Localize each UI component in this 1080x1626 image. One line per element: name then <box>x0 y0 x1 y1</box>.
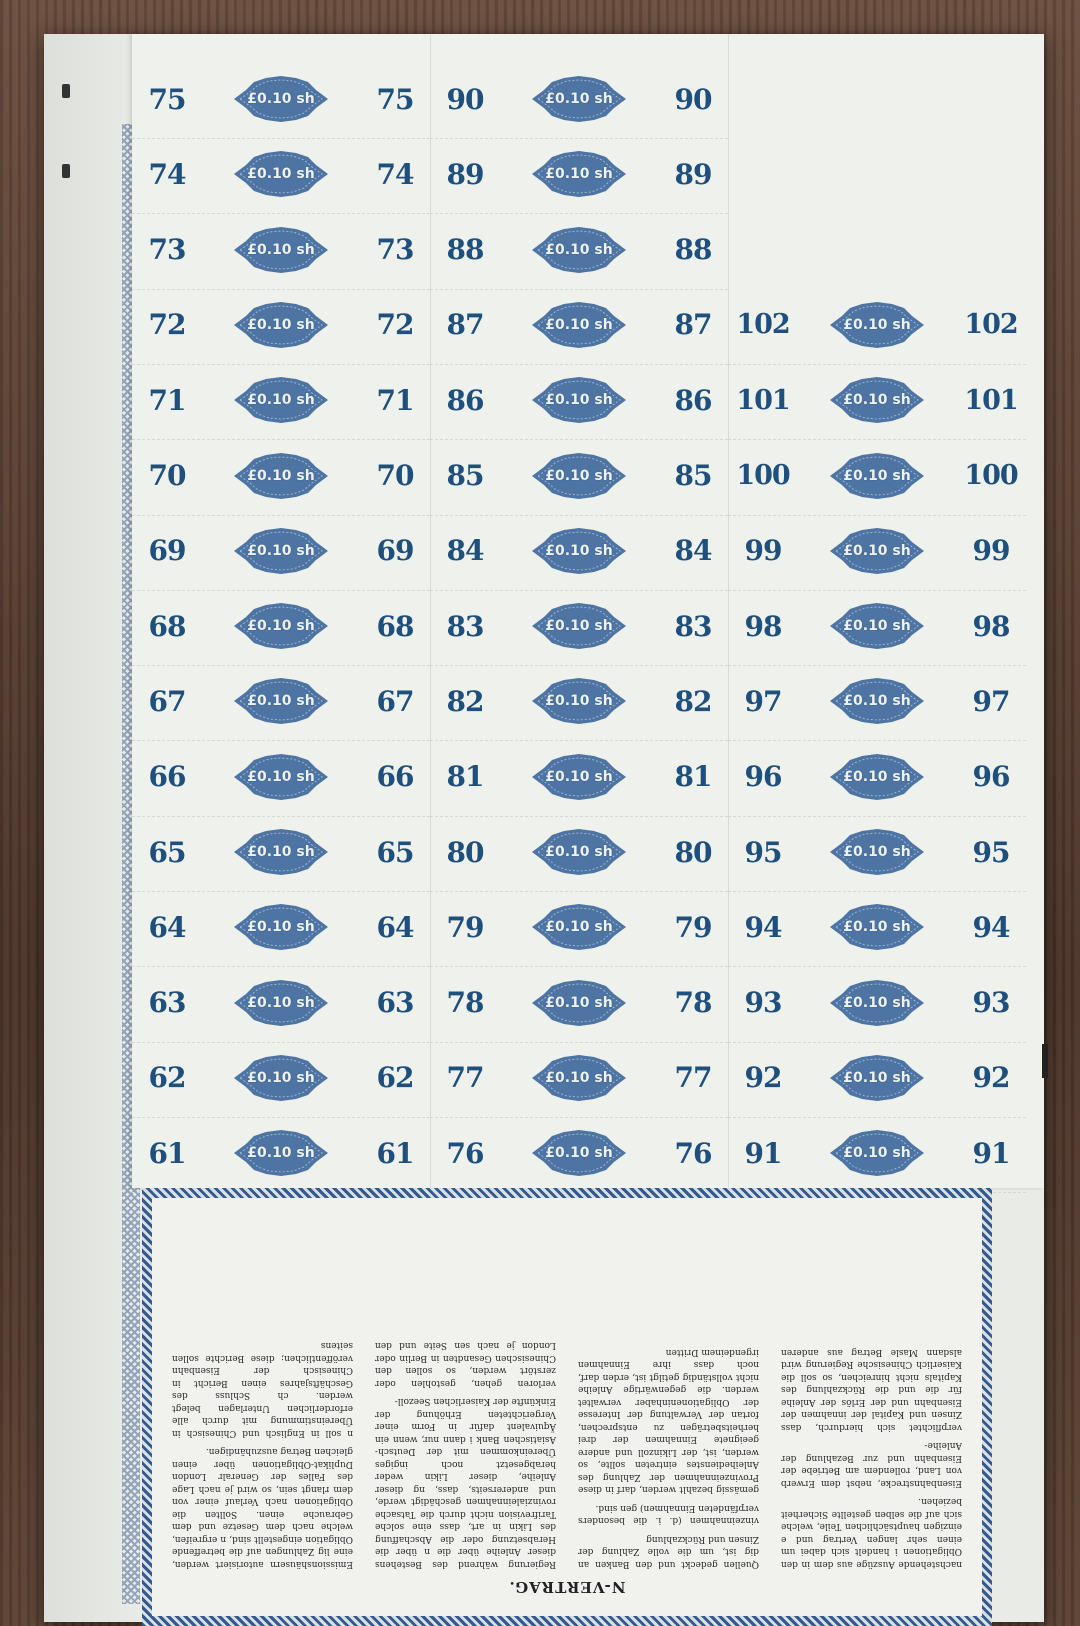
coupon-value-badge <box>228 829 334 875</box>
coupon-row <box>430 1039 728 1118</box>
coupon-number-left: 70 <box>148 459 186 492</box>
coupon-value-label: £0.10 sh <box>247 768 315 785</box>
coupon-row <box>728 738 1026 817</box>
coupon-row <box>728 437 1026 516</box>
coupon-value-badge <box>526 829 632 875</box>
coupon-value-label: £0.10 sh <box>545 768 613 785</box>
coupon-number-right: 92 <box>972 1061 1010 1095</box>
coupon-value-label: £0.10 sh <box>843 994 911 1011</box>
coupon-number-left: 67 <box>148 684 186 718</box>
coupon-number-right: 80 <box>674 835 712 869</box>
coupon-value-label: £0.10 sh <box>545 1069 613 1086</box>
coupon-row <box>132 662 430 741</box>
coupon-value-label: £0.10 sh <box>545 1145 613 1162</box>
coupon-row <box>728 1039 1026 1118</box>
coupon-number-left: 99 <box>744 534 782 568</box>
coupon-value-badge <box>228 377 334 423</box>
coupon-value-badge <box>526 1055 632 1101</box>
coupon-value-label: £0.10 sh <box>247 392 315 409</box>
coupon-row <box>430 662 728 741</box>
coupon-value-badge <box>824 603 930 649</box>
coupon-number-left: 71 <box>148 383 186 417</box>
coupon-value-label: £0.10 sh <box>843 919 911 936</box>
coupon-number-left: 66 <box>148 760 186 794</box>
coupon-value-label: £0.10 sh <box>843 392 911 409</box>
coupon-number-left: 96 <box>744 760 782 794</box>
coupon-value-badge <box>824 528 930 574</box>
coupon-value-label: £0.10 sh <box>545 166 613 183</box>
coupon-number-right: 83 <box>674 609 712 643</box>
coupon-value-badge <box>526 754 632 800</box>
coupon-value-badge <box>526 1130 632 1176</box>
coupon-row <box>132 361 430 440</box>
contract-paragraph: verpflichtet sich hierdurch, dass Zinsen und Kapital der innahmen der Eisenbahn und der Erlös der Anleihe für die und die Rückzahlung des Kapitals nicht hinreichen, so soll die Kaiserlich Chinesische Regierung wird alsdann Masle Betrag aus anderen Quellen gedeckt und den Banken an dig ist, um die volle Zahlung der Zinsen und Rückzahlung <box>578 1347 962 1569</box>
coupon-number-left: 93 <box>744 986 782 1020</box>
coupon-column-1 <box>132 34 431 1188</box>
coupon-value-badge <box>824 904 930 950</box>
coupon-row <box>728 662 1026 741</box>
coupon-value-badge <box>228 1055 334 1101</box>
coupon-value-badge <box>228 980 334 1026</box>
coupon-value-label: £0.10 sh <box>545 316 613 333</box>
upside-down-text-block <box>172 1212 962 1602</box>
coupon-value-label: £0.10 sh <box>545 392 613 409</box>
coupon-value-badge <box>824 1130 930 1176</box>
coupon-number-right: 100 <box>964 460 1018 491</box>
coupon-value-label: £0.10 sh <box>247 844 315 860</box>
coupon-value-label: £0.10 sh <box>545 467 613 484</box>
contract-paragraph: Regierung während des Bestehens dieser Anleihe über die n über die Herabsetzung oder die Abschaffung des Likin in art, dass eine solche Tarifrevision nicht durch die Tatsache rovinzialeinnahmen geschädigt werde, und andererseits, dass, ng dieser Anleihe, dieser Likin weder herabgesetzt noch ingiges Übereinkommen mit der Deutsch-Asiatischen Bank i dann nur, wenn ein Äquivalent dafür in Form einer Vergerichteten Erhöhung der Einkünfte der Kaiserlichen Seezoll- <box>375 1396 556 1569</box>
coupon-value-label: £0.10 sh <box>545 241 613 258</box>
coupon-value-badge <box>526 603 632 649</box>
coupon-number-left: 92 <box>744 1061 782 1095</box>
coupon-number-right: 71 <box>376 383 414 417</box>
coupon-number-right: 73 <box>376 233 414 267</box>
coupon-number-right: 79 <box>674 910 712 944</box>
coupon-column-3 <box>728 34 1026 1188</box>
coupon-number-right: 82 <box>674 684 712 718</box>
coupon-value-badge <box>824 302 930 348</box>
coupon-number-left: 88 <box>446 233 484 267</box>
coupon-value-label: £0.10 sh <box>843 693 911 710</box>
contract-intro: nachstehende Auszüge aus dem in den Obligationen i handelt sich dabei um einen sehr langen Vertrag und e einzigen hauptsächlichen Teile, welche sich auf die selben gestellte Sicherheit beziehen. <box>781 1496 962 1569</box>
coupon-value-label: £0.10 sh <box>247 316 315 333</box>
coupon-row <box>132 813 430 892</box>
coupon-number-left: 102 <box>736 309 790 341</box>
coupon-number-right: 63 <box>376 986 414 1020</box>
coupon-value-label: £0.10 sh <box>247 919 315 936</box>
coupon-number-right: 99 <box>972 534 1010 568</box>
coupon-number-right: 67 <box>376 684 414 718</box>
coupon-number-right: 65 <box>376 835 414 869</box>
coupon-value-badge <box>228 1130 334 1176</box>
coupon-value-badge <box>228 678 334 724</box>
coupon-number-right: 85 <box>674 459 712 492</box>
coupon-number-right: 102 <box>964 309 1018 341</box>
coupon-value-badge <box>824 980 930 1026</box>
coupon-row <box>430 512 728 591</box>
bond-sheet <box>44 34 1044 1622</box>
coupon-number-left: 86 <box>446 383 484 417</box>
coupon-value-badge <box>228 227 334 273</box>
coupon-row <box>430 888 728 967</box>
coupon-row <box>430 813 728 892</box>
coupon-column-2 <box>430 34 729 1188</box>
binding-hole <box>62 164 70 178</box>
coupon-number-left: 77 <box>446 1061 484 1095</box>
coupon-row <box>728 587 1026 666</box>
coupon-value-badge <box>824 678 930 724</box>
coupon-number-right: 94 <box>972 910 1010 944</box>
coupon-number-left: 69 <box>148 534 186 568</box>
coupon-row <box>430 286 728 365</box>
coupon-row <box>132 888 430 967</box>
coupon-number-left: 100 <box>736 460 790 491</box>
coupon-number-left: 76 <box>446 1136 484 1170</box>
coupon-row <box>430 135 728 214</box>
coupon-number-right: 89 <box>674 157 712 191</box>
coupon-value-label: £0.10 sh <box>843 844 911 860</box>
contract-paragraphs <box>172 1339 962 1570</box>
coupon-number-right: 101 <box>964 384 1018 416</box>
coupon-number-right: 66 <box>376 760 414 794</box>
coupon-value-label: £0.10 sh <box>843 618 911 635</box>
coupon-row <box>132 60 430 139</box>
coupon-value-label: £0.10 sh <box>247 1069 315 1086</box>
binding-hole <box>62 84 70 98</box>
coupon-row <box>132 738 430 817</box>
coupon-number-left: 85 <box>446 459 484 492</box>
coupon-number-right: 62 <box>376 1061 414 1095</box>
coupon-number-left: 90 <box>446 82 484 116</box>
coupon-number-left: 83 <box>446 609 484 643</box>
coupon-value-badge <box>526 980 632 1026</box>
coupon-value-badge <box>526 76 632 122</box>
coupon-number-left: 78 <box>446 986 484 1020</box>
coupon-number-right: 64 <box>376 910 414 944</box>
coupon-row <box>430 437 728 516</box>
coupon-row <box>430 60 728 139</box>
coupon-value-badge <box>228 453 334 499</box>
coupon-value-label: £0.10 sh <box>247 166 315 183</box>
coupon-value-label: £0.10 sh <box>843 467 911 484</box>
coupon-value-badge <box>526 904 632 950</box>
coupon-value-label: £0.10 sh <box>843 542 911 559</box>
coupon-row <box>132 512 430 591</box>
coupon-number-left: 73 <box>148 233 186 267</box>
coupon-value-badge <box>228 603 334 649</box>
contract-paragraph: gemässig bezahlt werden, darf in diese Provinzeinnahmen der Zahlung des Anleihedienstes eintreten sollte, so werden, ist, der Likinzoll und andere geeignete Einnahmen der drei herheitsbeträgen zu entsprechen, fortan der Verwaltung der Interesse der Obligationeninhaber verwaltet werden. die gegenwärtige Anleihe nicht vollständig getilgt ist, erden darf, noch dass ihre Einnahmen irgendeinem Dritten <box>578 1347 759 1495</box>
coupon-number-right: 95 <box>972 835 1010 869</box>
coupon-number-left: 63 <box>148 986 186 1020</box>
coupon-number-left: 87 <box>446 308 484 342</box>
coupon-value-badge <box>526 151 632 197</box>
coupon-value-badge <box>824 377 930 423</box>
coupon-row <box>132 964 430 1043</box>
coupon-number-right: 88 <box>674 233 712 267</box>
coupon-row <box>430 964 728 1043</box>
coupon-number-right: 87 <box>674 308 712 342</box>
coupon-value-label: £0.10 sh <box>545 618 613 635</box>
contract-heading: N-VERTRAG. <box>508 1578 626 1596</box>
coupon-value-badge <box>228 151 334 197</box>
coupon-row <box>728 813 1026 892</box>
coupon-row <box>132 211 430 290</box>
coupon-number-right: 84 <box>674 534 712 568</box>
coupon-number-left: 101 <box>736 384 790 416</box>
coupon-number-left: 98 <box>744 609 782 643</box>
coupon-value-badge <box>526 528 632 574</box>
coupon-sheet <box>132 34 1044 1188</box>
coupon-value-label: £0.10 sh <box>247 91 315 107</box>
coupon-value-label: £0.10 sh <box>247 1145 315 1162</box>
coupon-number-right: 91 <box>972 1136 1010 1170</box>
coupon-number-left: 74 <box>148 157 186 191</box>
coupon-number-left: 61 <box>148 1136 186 1170</box>
coupon-row <box>132 437 430 516</box>
coupon-value-badge <box>526 453 632 499</box>
coupon-row <box>728 888 1026 967</box>
coupon-value-badge <box>526 377 632 423</box>
coupon-row <box>430 211 728 290</box>
coupon-value-badge <box>228 528 334 574</box>
coupon-number-right: 97 <box>972 684 1010 718</box>
coupon-value-label: £0.10 sh <box>545 542 613 559</box>
coupon-row <box>132 1114 430 1193</box>
edge-tab-mark <box>1042 1044 1048 1078</box>
coupon-number-left: 97 <box>744 684 782 718</box>
coupon-row <box>728 1114 1026 1193</box>
coupon-value-badge <box>228 904 334 950</box>
coupon-row <box>132 1039 430 1118</box>
coupon-value-label: £0.10 sh <box>545 91 613 107</box>
contract-paragraph: Eisenbahnstrecke, nebst dem Erwerb von Land, rollendem am Betriebe der Eisenbahn und zur Bezahlung der Anleihe- <box>781 1440 962 1488</box>
coupon-number-left: 79 <box>446 910 484 944</box>
coupon-value-badge <box>824 1055 930 1101</box>
coupon-number-right: 70 <box>376 459 414 492</box>
coupon-number-left: 62 <box>148 1061 186 1095</box>
coupon-number-right: 75 <box>376 82 414 116</box>
coupon-value-label: £0.10 sh <box>247 467 315 484</box>
coupon-row <box>430 1114 728 1193</box>
coupon-value-label: £0.10 sh <box>247 618 315 635</box>
coupon-row <box>430 361 728 440</box>
coupon-row <box>132 587 430 666</box>
coupon-value-badge <box>228 302 334 348</box>
coupon-number-right: 81 <box>674 760 712 794</box>
coupon-number-left: 95 <box>744 835 782 869</box>
coupon-value-label: £0.10 sh <box>247 994 315 1011</box>
coupon-value-badge <box>526 678 632 724</box>
coupon-value-badge <box>824 829 930 875</box>
coupon-number-right: 77 <box>674 1061 712 1095</box>
coupon-value-badge <box>228 76 334 122</box>
coupon-number-right: 98 <box>972 609 1010 643</box>
coupon-number-left: 94 <box>744 910 782 944</box>
coupon-number-right: 76 <box>674 1136 712 1170</box>
coupon-row <box>728 286 1026 365</box>
coupon-value-label: £0.10 sh <box>247 693 315 710</box>
coupon-value-label: £0.10 sh <box>843 1145 911 1162</box>
coupon-number-left: 80 <box>446 835 484 869</box>
coupon-row <box>430 738 728 817</box>
coupon-value-label: £0.10 sh <box>247 241 315 258</box>
coupon-number-left: 75 <box>148 82 186 116</box>
coupon-number-left: 68 <box>148 609 186 643</box>
coupon-value-badge <box>824 754 930 800</box>
coupon-number-right: 96 <box>972 760 1010 794</box>
coupon-number-right: 78 <box>674 986 712 1020</box>
coupon-value-label: £0.10 sh <box>843 316 911 333</box>
coupon-number-left: 65 <box>148 835 186 869</box>
coupon-value-badge <box>824 453 930 499</box>
coupon-value-label: £0.10 sh <box>545 693 613 710</box>
contract-paragraph: n soll in Englisch und Chinesisch in Übereinstimmung mit durch alle erforderlichen Unterlagen belegt werden. ch Schluss des Geschäftsjahres einen Bericht in Chinesisch der Eisenbahn veröffentlichen; diese Berichte sollen seitens <box>172 1340 353 1438</box>
contract-paragraph: vinzeinnahmen (d. i. die besonders verpfändeten Einnahmen) gen sind. <box>578 1503 759 1526</box>
coupon-value-badge <box>526 227 632 273</box>
coupon-number-left: 91 <box>744 1136 782 1170</box>
coupon-value-label: £0.10 sh <box>247 542 315 559</box>
coupon-number-left: 81 <box>446 760 484 794</box>
coupon-number-left: 82 <box>446 684 484 718</box>
coupon-value-label: £0.10 sh <box>545 919 613 936</box>
coupon-row <box>728 361 1026 440</box>
coupon-number-left: 84 <box>446 534 484 568</box>
coupon-value-label: £0.10 sh <box>843 1069 911 1086</box>
coupon-number-right: 90 <box>674 82 712 116</box>
coupon-row <box>430 587 728 666</box>
coupon-number-right: 72 <box>376 308 414 342</box>
coupon-number-right: 74 <box>376 157 414 191</box>
coupon-number-right: 93 <box>972 986 1010 1020</box>
coupon-value-label: £0.10 sh <box>843 768 911 785</box>
coupon-row <box>132 286 430 365</box>
coupon-number-right: 86 <box>674 383 712 417</box>
coupon-value-badge <box>526 302 632 348</box>
coupon-number-right: 69 <box>376 534 414 568</box>
coupon-number-left: 64 <box>148 910 186 944</box>
coupon-number-left: 72 <box>148 308 186 342</box>
coupon-number-right: 61 <box>376 1136 414 1170</box>
coupon-value-badge <box>228 754 334 800</box>
coupon-value-label: £0.10 sh <box>545 844 613 860</box>
loan-contract-text-panel <box>142 1188 992 1626</box>
coupon-value-label: £0.10 sh <box>545 994 613 1011</box>
coupon-number-left: 89 <box>446 157 484 191</box>
coupon-number-right: 68 <box>376 609 414 643</box>
coupon-row <box>728 512 1026 591</box>
coupon-row <box>132 135 430 214</box>
coupon-row <box>728 964 1026 1043</box>
contract-paragraph: verloren gehen, gestohlen oder zerstört werden, so sollen den Chinesischen Gesandten in Berlin oder London je nach sen Seite und den Emissionshäusern autorisiert werden, eine lig Zahlungen auf die betreffende Obligation eingestellt sind, n ergreifen, welche nach dem Gesetze und dem Gebrauche einen. Sollten die Obligationen nach Verlauf einer von dem rlangt sein, so wird je nach Lage des Falles der Generalr London Duplikat-Obligationen über einen gleichen Betrag auszuhändigen. <box>172 1340 556 1569</box>
